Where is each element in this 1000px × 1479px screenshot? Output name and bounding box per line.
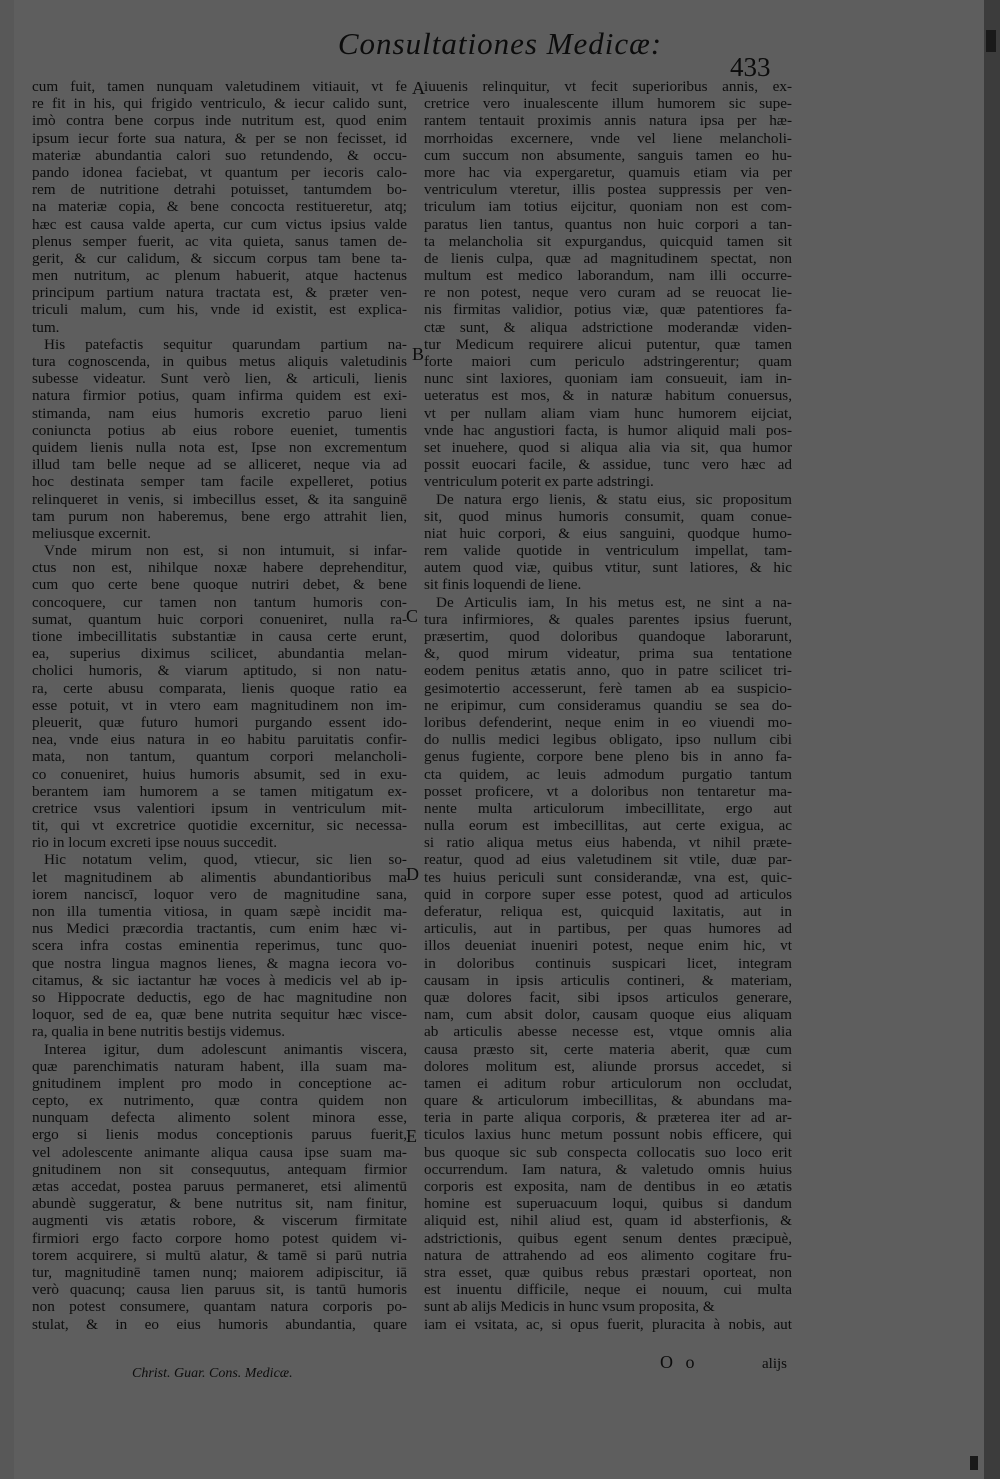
text-line: dolores molitum est, aliunde prorsus accedet, si bbox=[424, 1057, 792, 1075]
text-line: triculi malum, cum his, vnde id existit, est explica- bbox=[32, 301, 407, 319]
text-line: sumat, quantum huic corpori conueniret, nulla ra- bbox=[32, 610, 407, 628]
text-line: cum quo certe bene quoque nutriri debet, & bene bbox=[32, 576, 407, 594]
text-line: ueteratus est mos, & in naturæ habitum conuersus, bbox=[424, 387, 792, 405]
scan-edge-right bbox=[984, 0, 1000, 1479]
text-line: ætas accedat, postea paruus permaneret, etsi alimentū bbox=[32, 1178, 407, 1195]
text-line: ergo si lienis modus conceptionis paruus fuerit, bbox=[32, 1126, 407, 1144]
text-line: genus fugiente, corpore bene pleno bis in anno fa- bbox=[424, 748, 792, 766]
text-line: tione imbecillitatis substantiæ in causa certe erunt, bbox=[32, 628, 407, 645]
text-line: deferatur, reliqua est, quicquid laxitatis, aut in bbox=[424, 903, 792, 920]
text-line: iuuenis relinquitur, vt fecit superioribus annis, ex- bbox=[424, 78, 792, 95]
text-line: cta quidem, ac leuis admodum purgatio tantum bbox=[424, 765, 792, 783]
text-line: tura infirmiores, & quales parentes ipsius fuerunt, bbox=[424, 610, 792, 628]
text-line: plenus semper fuerit, ac vita quieta, sanus tamen de- bbox=[32, 232, 407, 250]
text-line: tur, magnitudinē tamen nunq; maiorem adipiscitur, iā bbox=[32, 1263, 407, 1281]
text-line: natura firmior potius, quam infirma quidem est exi- bbox=[32, 387, 407, 405]
text-line: in doloribus continuis suspicari licet, integram bbox=[424, 954, 792, 972]
text-line: natura de attrahendo ad eos alimento cogitare fru- bbox=[424, 1246, 792, 1264]
text-line: do nullis medici legibus obligato, ipso nullum cibi bbox=[424, 731, 792, 749]
text-line: principum partium natura tractata est, & præter ven- bbox=[32, 284, 407, 302]
text-line: meliusque excernit. bbox=[32, 524, 151, 542]
text-line: tit, qui vt excretrice quotidie excernitur, sic necessa- bbox=[32, 817, 407, 835]
text-line: gesimotertio accesserunt, ferè tamen ab ea suspicio- bbox=[424, 679, 792, 697]
text-line: rem de nutritione detrahi potuisset, tantumdem bo- bbox=[32, 181, 407, 199]
text-line: quare & articulorum imbecillitas, & abundans ma- bbox=[424, 1092, 792, 1110]
text-line: Interea igitur, dum adolescunt animantis viscera, bbox=[44, 1040, 407, 1058]
text-line: multum est medico laborandum, nam illi occurre- bbox=[424, 267, 792, 285]
text-line: articulis, aut in partibus, per quas humores ad bbox=[424, 920, 792, 938]
text-line: triculum iam totius eijcitur, quoniam non est com- bbox=[424, 198, 792, 216]
text-line: re fit in his, qui frigido ventriculo, & iecur calido sunt, bbox=[32, 95, 407, 113]
text-line: ipsum iecur forte sua natura, & per se non fecisset, id bbox=[32, 129, 407, 147]
text-line: pando idonea faciebat, vt quantum per iecoris calo- bbox=[32, 163, 407, 181]
text-line: homine est superuacuum loqui, quibus si dandum bbox=[424, 1195, 792, 1213]
text-line: ra, qualia in bene nutritis bestijs videmus. bbox=[32, 1023, 286, 1041]
text-line: quæ parenchimatis naturam habent, illa suam ma- bbox=[32, 1057, 407, 1075]
text-line: gnitudinem implent pro modo in conceptione ac- bbox=[32, 1074, 407, 1092]
text-line: nam, cum absit dolor, causam quoque eius aliquam bbox=[424, 1006, 792, 1024]
text-line: teria in parte aliqua corporis, & præterea iter ad ar- bbox=[424, 1109, 792, 1127]
scan-spot bbox=[970, 1456, 978, 1470]
text-line: verò quacunq; causa lien paruus sit, is tantū humoris bbox=[32, 1281, 407, 1299]
text-line: ventriculum poterit ex parte adstringi. bbox=[424, 473, 654, 491]
text-line: co conueniret, huius humoris absumit, sed in exu- bbox=[32, 765, 407, 783]
margin-letter-b: B bbox=[412, 344, 425, 364]
text-line: na materiæ copia, & bene concocta restitueretur, atq; bbox=[32, 198, 407, 216]
text-line: nente multa articulorum imbecillitate, ergo aut bbox=[424, 799, 792, 817]
text-line: rem valide quotide in ventriculum impellat, tam- bbox=[424, 542, 792, 560]
text-line: nunc sint laxiores, quoniam iam consueuit, iam in- bbox=[424, 370, 792, 388]
text-line: sit, quod minus humoris consumit, quam conue- bbox=[424, 507, 792, 525]
text-line: bus quoque sic sub conspecta collocatis suo loco erit bbox=[424, 1143, 792, 1161]
text-line: cum fuit, tamen nunquam valetudinem vitiauit, vt fe bbox=[32, 78, 407, 95]
text-line: Hic notatum velim, quod, vtiecur, sic lien so- bbox=[44, 851, 407, 869]
text-line: &, quod mirum videatur, prima sua tentatione bbox=[424, 645, 792, 663]
text-line: De Articulis iam, In his metus est, ne sint a na- bbox=[436, 593, 792, 611]
text-line: de lienis culpa, quæ ad magnitudinem spectat, non bbox=[424, 249, 792, 267]
text-line: torem acquirere, si multū alatur, & tamē si parū nutria bbox=[32, 1246, 407, 1264]
text-line: non potest consumere, quantam natura corporis po- bbox=[32, 1298, 407, 1316]
text-line: firmiori ergo facto corpore homo potest quidem vi- bbox=[32, 1229, 407, 1247]
text-line: rantem tentauit proximis annis natura ipsa per hæ- bbox=[424, 112, 792, 130]
text-line: stulat, & in eo eius humoris abundantia, quare bbox=[32, 1315, 407, 1333]
text-line: let magnitudinem ab alimentis abundantioribus ma bbox=[32, 868, 407, 886]
text-line: imò contra bene corpus inde nutritum est, quod enim bbox=[32, 112, 407, 130]
text-line: nulla eorum est imbecillitas, aut certe exigua, ac bbox=[424, 817, 792, 835]
text-line: nus Medici præcordia tractantis, cum enim hæc vi- bbox=[32, 920, 407, 938]
text-line: causa præsto sit, certe materia aberit, quæ cum bbox=[424, 1040, 792, 1058]
text-line: aliquid est, nihil aliud est, quam id absterfionis, & bbox=[424, 1212, 792, 1230]
text-line: esse potuit, vt in vtero eam magnitudinem non im- bbox=[32, 696, 407, 714]
text-line: si ratio aliqua metus eius habenda, vt nihil præte- bbox=[424, 834, 792, 852]
text-line: illos deueniat inueniri potest, neque enim hic, vt bbox=[424, 937, 792, 955]
text-line: paratus lien tantus, quantus non huic corpori a tan- bbox=[424, 215, 792, 233]
margin-letter-a: A bbox=[412, 78, 425, 98]
text-line: vel adolescente animante aliqua causa ipse suam ma- bbox=[32, 1143, 407, 1161]
text-line: scera infra costas eminentia reperimus, tunc quo- bbox=[32, 937, 407, 955]
text-line: reatur, quod ad eius valetudinem sit vtile, duæ par- bbox=[424, 851, 792, 869]
text-line: rio in locum excreti ipse nouus succedit. bbox=[32, 834, 278, 852]
text-line: nunquam defecta alimento solent minora esse, bbox=[32, 1109, 407, 1127]
text-line: concoquere, cur tamen non tantum humoris con- bbox=[32, 593, 407, 611]
text-line: iam ei vsitata, ac, si opus fuerit, pluracita à nobis, aut bbox=[424, 1315, 792, 1333]
text-line: morrhoidas excernere, vnde vel liene melancholi- bbox=[424, 129, 792, 147]
text-line: que nostra lingua magnos lienes, & magna iecora vo- bbox=[32, 954, 407, 972]
text-line: non illa tumentia vitiosa, in quam sæpè incidit ma- bbox=[32, 903, 407, 920]
text-line: men nutritum, ac plenum habuerit, atque hactenus bbox=[32, 267, 407, 285]
scan-edge-left bbox=[0, 0, 14, 1479]
text-line: quid in corpore super esse potest, quod ad articulos bbox=[424, 885, 792, 903]
text-line: stimanda, nam eius humoris excretio paruo lieni bbox=[32, 404, 407, 422]
text-line: forte maiori cum periculo adstringerentur; quam bbox=[424, 353, 792, 370]
text-line: quæ dolores facit, sibi ipsos articulos generare, bbox=[424, 988, 792, 1006]
text-line: ra, certe abusu comparata, lienis quoque ratio ea bbox=[32, 679, 407, 697]
text-line: more hac via expergaretur, quamuis etiam via per bbox=[424, 163, 792, 181]
text-line: nea, vnde eius natura in eo habitu paruitatis confir- bbox=[32, 731, 407, 749]
text-line: gnitudinem non sit consequutus, antequam firmior bbox=[32, 1160, 407, 1178]
text-line: tur Medicum requirere alicui putentur, quæ tamen bbox=[424, 335, 792, 353]
text-line: sunt ab alijs Medicis in hunc vsum proposita, & bbox=[424, 1298, 715, 1316]
text-line: sit finis loquendi de liene. bbox=[424, 576, 582, 594]
text-line: pleuerit, quæ futuro humori purgando essent ido- bbox=[32, 713, 407, 731]
text-line: ctus non est, nihilque noxæ habere deprehenditur, bbox=[32, 559, 407, 577]
right-text-column bbox=[424, 78, 792, 1333]
text-line: mata, non tantum, quantum corpori melancholi- bbox=[32, 748, 407, 766]
text-line: niat huic corpori, & eius sanguini, quodque humo- bbox=[424, 524, 792, 542]
text-line: His patefactis sequitur quarundam partium na- bbox=[44, 335, 407, 353]
text-line: citamus, & sic iactantur hæ voces à medicis vel ab ip- bbox=[32, 971, 407, 989]
printer-signature: Christ. Guar. Cons. Medicæ. bbox=[132, 1366, 293, 1381]
text-line: cretrice vsus valentiori ipsum in ventriculum mit- bbox=[32, 799, 407, 817]
text-line: quidem lienis nulla nota est, Ipse non excrementum bbox=[32, 438, 407, 456]
text-line: ne eripimur, cum consideramus quandiu se sea do- bbox=[424, 696, 792, 714]
text-line: ticulos laxius hunc metum possunt nobis efficere, qui bbox=[424, 1126, 792, 1144]
text-line: hoc destinata semper tam facile expelleret, potius bbox=[32, 473, 407, 491]
text-line: corporis est exposita, nam de dentibus in eo ætatis bbox=[424, 1178, 792, 1195]
text-line: illud tam belle neque ad se alliceret, neque via ad bbox=[32, 456, 407, 474]
text-line: iorem nanciscī, loquor vero de magnitudine sana, bbox=[32, 885, 407, 903]
text-line: vnde hac angustiori facta, is humor aliquid mali pos- bbox=[424, 421, 792, 439]
text-line: ea, superius diximus scilicet, abundantia melan- bbox=[32, 645, 407, 663]
text-line: Vnde mirum non est, si non intumuit, si infar- bbox=[44, 542, 407, 560]
text-line: autem quod viæ, quibus vtitur, sunt latiores, & hic bbox=[424, 559, 792, 577]
text-line: berantem iam humorem a se tamen mitigatum ex- bbox=[32, 782, 407, 800]
text-line: est inuentu difficile, neque ei nouum, cui multa bbox=[424, 1281, 792, 1299]
text-line: tamen ei aditum robur articulorum non occludat, bbox=[424, 1074, 792, 1092]
text-line: adstrictionis, quibus egent senum dentes præcipuè, bbox=[424, 1229, 792, 1247]
text-line: tum. bbox=[32, 318, 60, 336]
gathering-mark: O o bbox=[660, 1352, 699, 1372]
text-line: coniuncta potius ab eius robore eueniet, tumentis bbox=[32, 421, 407, 439]
left-text-column bbox=[32, 78, 407, 1333]
text-line: ta melancholia sit expurgandus, quicquid tamen sit bbox=[424, 232, 792, 250]
text-line: tura cognoscenda, in quibus metus aliquis valetudinis bbox=[32, 353, 407, 370]
text-line: cholici humoris, & viarum aptitudo, si non natu- bbox=[32, 662, 407, 680]
text-line: loribus defenderint, neque enim in eo viuendi mo- bbox=[424, 713, 792, 731]
text-line: cepto, ex nutrimento, quæ contra quidem non bbox=[32, 1092, 407, 1110]
text-line: posset proficere, vt a doloribus non tentaretur ma- bbox=[424, 782, 792, 800]
text-line: De natura ergo lienis, & statu eius, sic propositum bbox=[436, 490, 792, 508]
text-line: nis firmitas validior, potius viæ, quæ patentiores fa- bbox=[424, 301, 792, 319]
text-line: possit euocari facile, & assidue, tunc vero hæc ad bbox=[424, 456, 792, 474]
text-line: materiæ abundantia calori suo retundendo, & occu- bbox=[32, 146, 407, 164]
text-line: præsertim, quod doloribus quandoque laborarunt, bbox=[424, 628, 792, 645]
text-line: occurrendum. Iam natura, & valetudo omnis huius bbox=[424, 1160, 792, 1178]
text-line: relinqueret in venis, si imbecillus esset, & ita sanguinē bbox=[32, 490, 407, 508]
text-line: eodem penitus ætatis anno, quo in patre scilicet tri- bbox=[424, 662, 792, 680]
running-title: Consultationes Medicæ: bbox=[337, 26, 663, 61]
text-line: augmenti vis ætatis robore, & viscerum firmitate bbox=[32, 1212, 407, 1230]
text-line: subesse videatur. Sunt verò lien, & articuli, lienis bbox=[32, 370, 407, 388]
text-line: gerit, & cur calidum, & siccum corpus tam bene ta- bbox=[32, 249, 407, 267]
text-line: ab articulis abesse necesse est, vtque omnis alia bbox=[424, 1023, 792, 1041]
text-line: re non potest, neque vero curam ad se reuocat lie- bbox=[424, 284, 792, 302]
text-line: ventriculum vteretur, illis postea suppressis per ven- bbox=[424, 181, 792, 199]
text-line: vt per nullam aliam viam hunc humorem eijciat, bbox=[424, 404, 792, 422]
catchword: alijs bbox=[762, 1356, 787, 1372]
text-line: ctæ sunt, & aliqua adstrictione moderandæ viden- bbox=[424, 318, 792, 336]
text-line: cretrice vero inualescente illum humorem sic supe- bbox=[424, 95, 792, 113]
text-line: causam in ipsis articulis contineri, & materiam, bbox=[424, 971, 792, 989]
text-line: loquor, sed de ea, quæ bene nutrita sequitur hæc visce- bbox=[32, 1006, 407, 1024]
text-line: tam purum non haberemus, bene ergo attrahit lien, bbox=[32, 507, 407, 525]
margin-letter-d: D bbox=[406, 864, 419, 884]
text-line: tes huius periculi sunt considerandæ, vna est, quic- bbox=[424, 868, 792, 886]
text-line: so Hippocrate deductis, ego de hac magnitudine non bbox=[32, 988, 407, 1006]
margin-letter-c: C bbox=[406, 606, 419, 626]
page-number: 433 bbox=[730, 52, 771, 82]
text-line: cum succum non absumente, sanguis tamen eo hu- bbox=[424, 146, 792, 164]
text-line: set inuehere, quod si aliqua alia via sit, qua humor bbox=[424, 438, 792, 456]
text-line: abundè suggeratur, & bene nutritus sit, nam finitur, bbox=[32, 1195, 407, 1213]
margin-letter-e: E bbox=[406, 1126, 417, 1146]
text-line: hæc est causa valde aperta, cur cum victus ipsius valde bbox=[32, 215, 407, 233]
text-line: stra esset, quæ quibus rebus præstari oporteat, non bbox=[424, 1263, 792, 1281]
